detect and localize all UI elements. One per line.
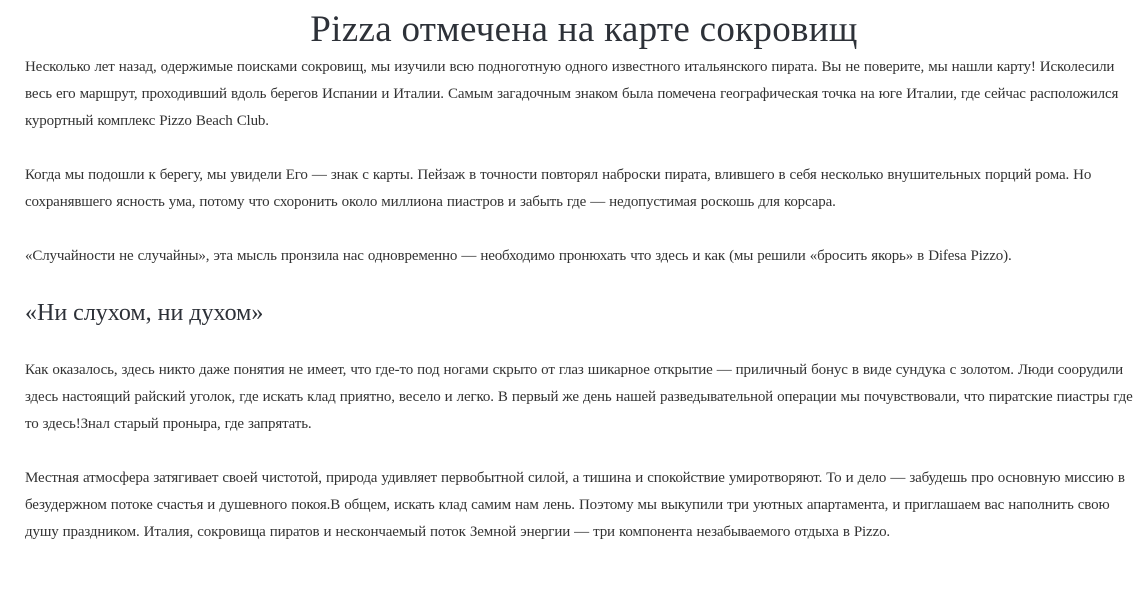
intro-paragraph: Когда мы подошли к берегу, мы увидели Его — знак с карты. Пейзаж в точности повторял наброски пирата, влившего в себя несколько внушительных порций рома. Но сохранявшего ясность ума, потому что схоронить около миллиона пиастров и забыть где — недопустимая роскошь для корсара. [25,167,1092,210]
page-title: Pizza отмечена на карте сокровищ [310,9,858,50]
section-paragraph: Местная атмосфера затягивает своей чистотой, природа удивляет первобытной силой, а тишина и спокойствие умиротворяют. То и дело — забудешь про основную миссию в безудержном потоке счастья и душевного покоя.В общем, искать клад самим нам лень. Поэтому мы выкупили три уютных апартамента, и приглашаем вас наполнить свою душу праздником. Италия, сокровища пиратов и нескончаемый поток Земной энергии — три компонента незабываемого отдыха в Pizzo. [25,470,1125,540]
intro-paragraph: «Случайности не случайны», эта мысль пронзила нас одновременно — необходимо пронюхать что здесь и как (мы решили «бросить якорь» в Difesa Pizzo). [25,248,1012,264]
section-heading: «Ни слухом, ни духом» [25,300,264,326]
section-paragraph: Как оказалось, здесь никто даже понятия не имеет, что где-то под ногами скрыто от глаз шикарное открытие — приличный бонус в виде сундука с золотом. Люди соорудили здесь настоящий райский уголок, где искать клад приятно, весело и легко. В первый же день нашей разведывательной операции мы почувствовали, что пиратские пиастры где то здесь!Знал старый проныра, где запрятать. [25,362,1133,432]
intro-paragraph: Несколько лет назад, одержимые поисками сокровищ, мы изучили всю подноготную одного известного итальянского пирата. Вы не поверите, мы нашли карту! Исколесили весь его маршрут, проходивший вдоль берегов Испании и Италии. Самым загадочным знаком была помечена географическая точка на юге Италии, где сейчас расположился курортный комплекс Pizzo Beach Club. [25,59,1119,129]
